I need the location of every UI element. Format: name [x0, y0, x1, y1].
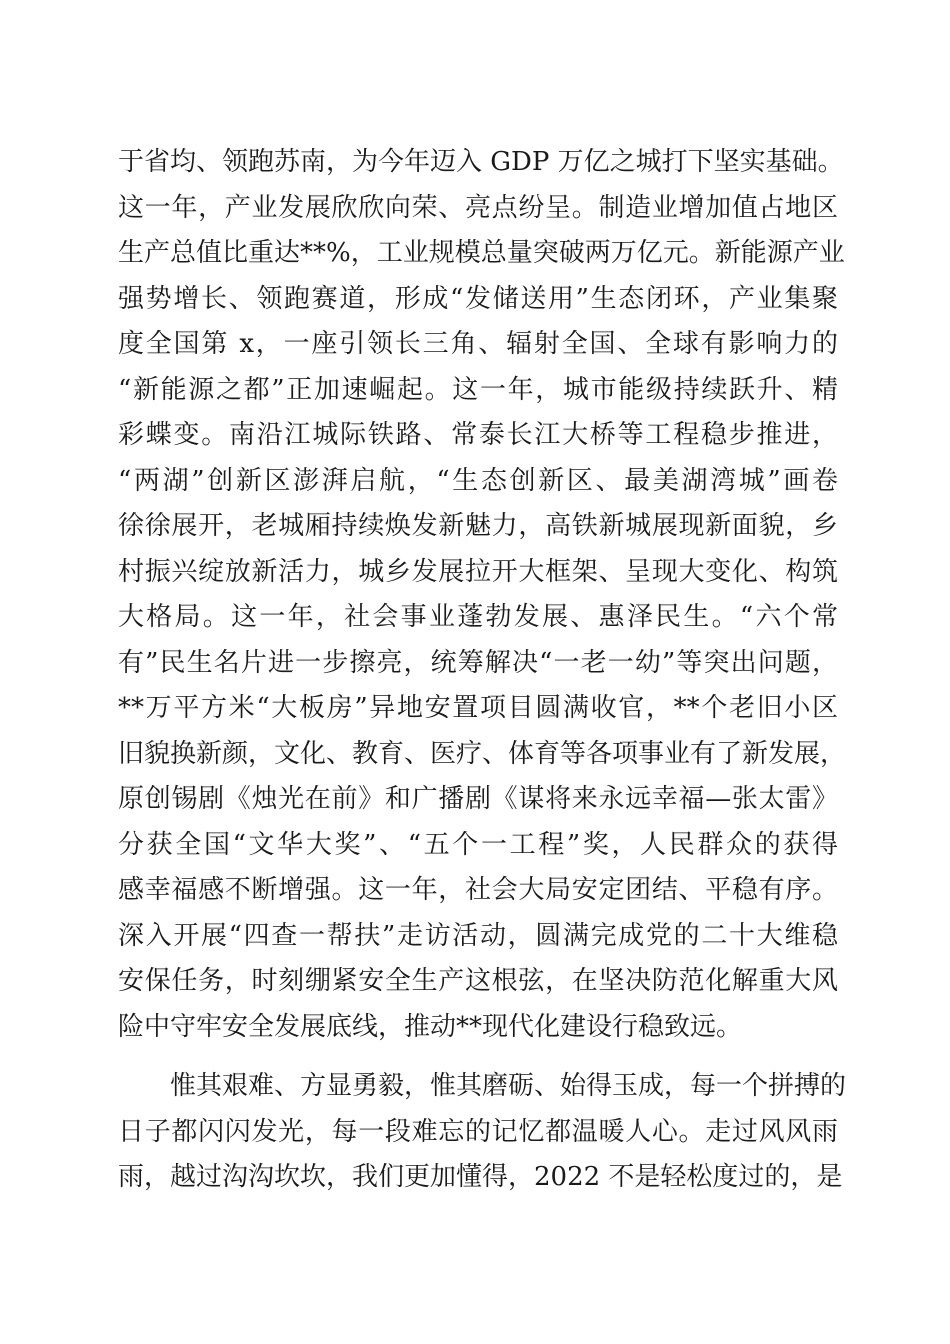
text-line: 安保任务，时刻绷紧安全生产这根弦，在坚决防范化解重大风 — [118, 966, 838, 996]
text-line: 村振兴绽放新活力，城乡发展拉开大框架、呈现大变化、构筑 — [118, 556, 838, 587]
paragraph-gap — [118, 1050, 838, 1064]
document-body — [118, 140, 847, 1201]
text-line: 强势增长、领跑赛道，形成“发储送用”生态闭环，产业集聚 — [118, 283, 838, 314]
text-line: 深入开展“四查一帮扶”走访活动，圆满完成党的二十大维稳 — [118, 920, 838, 951]
text-line: 于省均、领跑苏南，为今年迈入 GDP 万亿之城打下坚实基础。 — [118, 147, 844, 177]
text-line: 有”民生名片进一步擦亮，统筹解决“一老一幼”等突出问题， — [118, 647, 838, 678]
text-line: 惟其艰难、方显勇毅，惟其磨砺、始得玉成，每一个拼搏的 — [118, 1071, 847, 1101]
text-line: 原创锡剧《烛光在前》和广播剧《谋将来永远幸福—张太雷》 — [118, 784, 838, 814]
text-line: 分获全国“文华大奖”、“五个一工程”奖，人民群众的获得 — [118, 829, 838, 860]
paragraph — [118, 140, 847, 1050]
text-line: 日子都闪闪发光，每一段难忘的记忆都温暖人心。走过风风雨 — [118, 1116, 838, 1147]
text-line: 生产总值比重达**%，工业规模总量突破两万亿元。新能源产业 — [118, 238, 845, 268]
text-line: “新能源之都”正加速崛起。这一年，城市能级持续跃升、精 — [118, 374, 838, 405]
text-line: 险中守牢安全发展底线，推动**现代化建设行稳致远。 — [118, 1011, 743, 1042]
text-line: “两湖”创新区澎湃启航，“生态创新区、最美湖湾城”画卷 — [118, 465, 838, 496]
text-line: 度全国第 x，一座引领长三角、辐射全国、全球有影响力的 — [118, 329, 838, 359]
text-line: 徐徐展开，老城厢持续焕发新魅力，高铁新城展现新面貌，乡 — [118, 511, 838, 541]
text-line: 大格局。这一年，社会事业蓬勃发展、惠泽民生。“六个常 — [118, 602, 838, 632]
text-line: **万平方米“大板房”异地安置项目圆满收官，**个老旧小区 — [118, 693, 838, 723]
text-line: 旧貌换新颜，文化、教育、医疗、体育等各项事业有了新发展， — [118, 738, 847, 769]
text-line: 这一年，产业发展欣欣向荣、亮点纷呈。制造业增加值占地区 — [118, 192, 838, 223]
text-line: 感幸福感不断增强。这一年，社会大局安定团结、平稳有序。 — [118, 875, 838, 905]
text-line: 雨，越过沟沟坎坎，我们更加懂得，2022 不是轻松度过的，是 — [118, 1162, 843, 1192]
text-line: 彩蝶变。南沿江城际铁路、常泰长江大桥等工程稳步推进， — [118, 420, 838, 450]
paragraph — [118, 1064, 847, 1201]
